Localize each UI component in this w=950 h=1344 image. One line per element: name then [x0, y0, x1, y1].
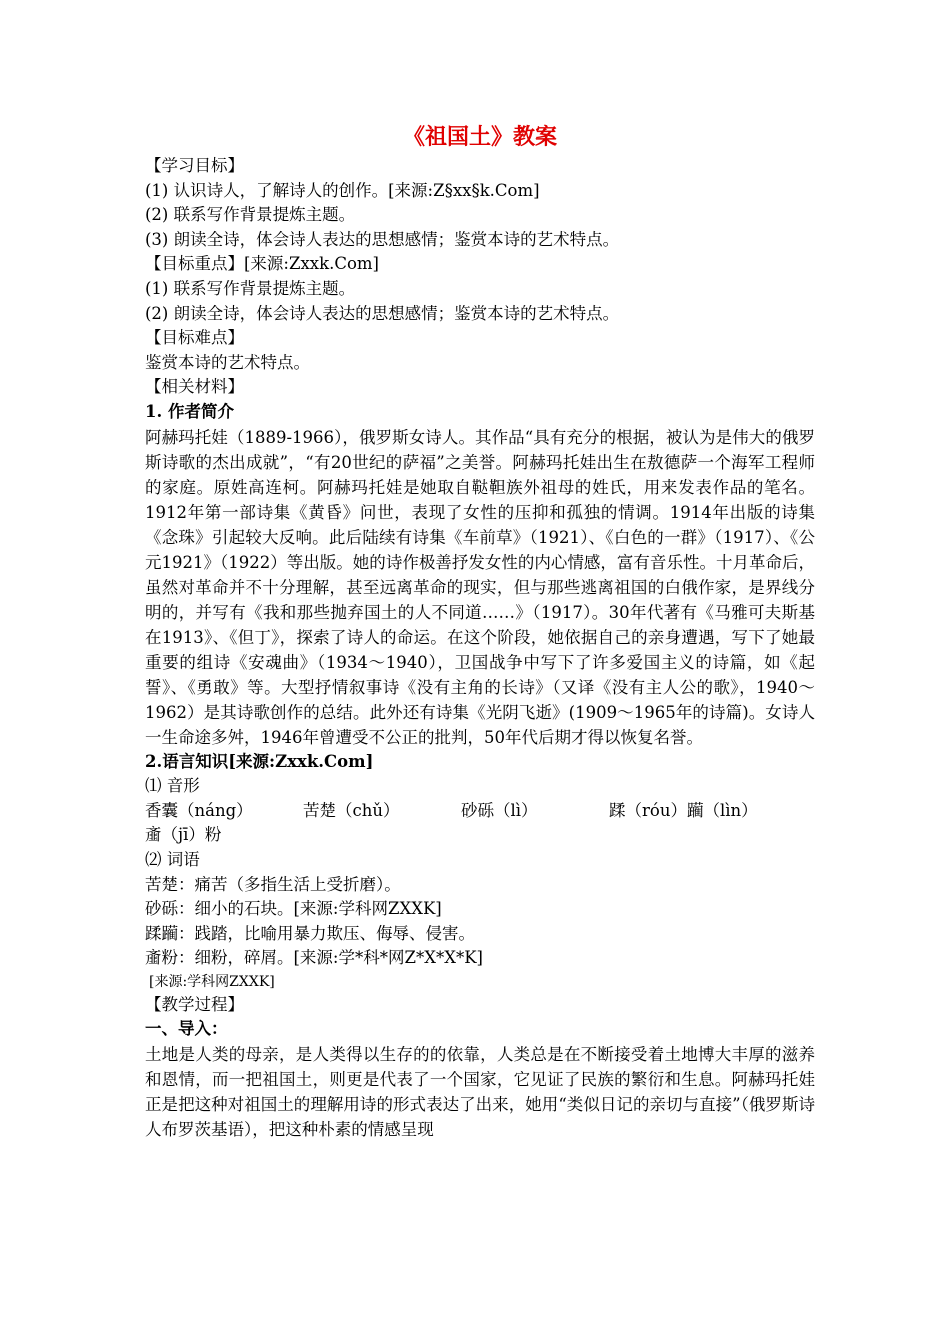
- word-item: 蹂躏：践踏，比喻用暴力欺压、侮辱、侵害。: [145, 923, 475, 943]
- word-item: 砂砾：细小的石块。[来源:学科网ZXXK]: [145, 899, 442, 919]
- goals-header: 【学习目标】: [145, 156, 244, 175]
- sound-item: 香囊（náng）: [145, 800, 253, 820]
- difficulty-text: 鉴赏本诗的艺术特点。: [145, 352, 310, 372]
- sound-item: 苦楚（chǔ）: [303, 800, 400, 820]
- author-paragraph: 阿赫玛托娃（1889-1966），俄罗斯女诗人。其作品“具有充分的根据，被认为是伟大的俄罗斯诗歌的杰出成就”，“有20世纪的萨福”之美誉。阿赫玛托娃出生在敖德萨一个海军工程师的家庭。原姓高连柯。阿赫玛托娃是她取自鞑靼族外祖母的姓氏，用来发表作品的笔名。1912年第一部诗集《黄昏》问世，表现了女性的压抑和孤独的情调。1914年出版的诗集《念珠》引起较大反响。此后陆续有诗集《车前草》（1921）、《白色的一群》（1917）、《公元1921》（1922）等出版。她的诗作极善抒发女性的内心情感，富有音乐性。十月革命后，虽然对革命并不十分理解，甚至远离革命的现实，但与那些逃离祖国的白俄作家，是界线分明的，并写有《我和那些抛弃国土的人不同道……》（1917）。30年代著有《马雅可夫斯基在1913》、《但丁》，探索了诗人的命运。在这个阶段，她依据自己的亲身遭遇，写下了她最重要的组诗《安魂曲》（1934～1940），卫国战争中写下了许多爱国主义的诗篇，如《起誓》、《勇敢》等。大型抒情叙事诗《没有主角的长诗》（又译《没有主人公的歌》，1940～1962）是其诗歌创作的总结。此外还有诗集《光阴飞逝》(1909～1965年的诗篇)。女诗人一生命途多舛，1946年曾遭受不公正的批判，50年代后期才得以恢复名誉。: [145, 427, 815, 747]
- sound-header: ⑴ 音形: [145, 776, 200, 796]
- words-header: ⑵ 词语: [145, 849, 200, 869]
- document-title: 《祖国土》教案: [402, 124, 557, 150]
- process-header: 【教学过程】: [145, 994, 244, 1014]
- difficulty-header: 【目标难点】: [145, 328, 244, 348]
- intro-header: 一、导入：: [145, 1019, 228, 1039]
- goal-item: (3) 朗读全诗，体会诗人表达的思想感情；鉴赏本诗的艺术特点。: [145, 229, 620, 249]
- sound-item: 蹂（róu）躏（lìn）: [609, 800, 758, 820]
- materials-header: 【相关材料】: [145, 377, 244, 397]
- sound-row: [145, 799, 815, 824]
- language-header: 2.语言知识[来源:Zxxk.Com]: [145, 751, 374, 771]
- key-point-item: (2) 朗读全诗，体会诗人表达的思想感情；鉴赏本诗的艺术特点。: [145, 303, 620, 323]
- intro-paragraph: 土地是人类的母亲，是人类得以生存的的依靠，人类总是在不断接受着土地博大丰厚的滋养和恩情，而一把祖国土，则更是代表了一个国家，它见证了民族的繁衍和生息。阿赫玛托娃正是把这种对祖国土的理解用诗的形式表达了出来，她用“类似日记的亲切与直接”（俄罗斯诗人布罗茨基语），把这种朴素的情感呈现: [145, 1045, 815, 1140]
- sound-row-2: 齑（jī）粉: [145, 825, 222, 845]
- goal-item: (2) 联系写作背景提炼主题。: [145, 205, 356, 225]
- goal-item: (1) 认识诗人，了解诗人的创作。[来源:Z§xx§k.Com]: [145, 180, 540, 200]
- source-note: [来源:学科网ZXXK]: [149, 973, 275, 990]
- key-points-header: 【目标重点】[来源:Zxxk.Com]: [145, 254, 379, 274]
- author-header: 1. 作者简介: [145, 401, 234, 421]
- document-page: [145, 122, 815, 1142]
- word-item: 苦楚：痛苦（多指生活上受折磨）。: [145, 874, 401, 894]
- word-item: 齑粉：细粉，碎屑。[来源:学*科*网Z*X*X*K]: [145, 948, 483, 968]
- sound-item: 砂砾（lì）: [461, 800, 538, 820]
- key-point-item: (1) 联系写作背景提炼主题。: [145, 278, 356, 298]
